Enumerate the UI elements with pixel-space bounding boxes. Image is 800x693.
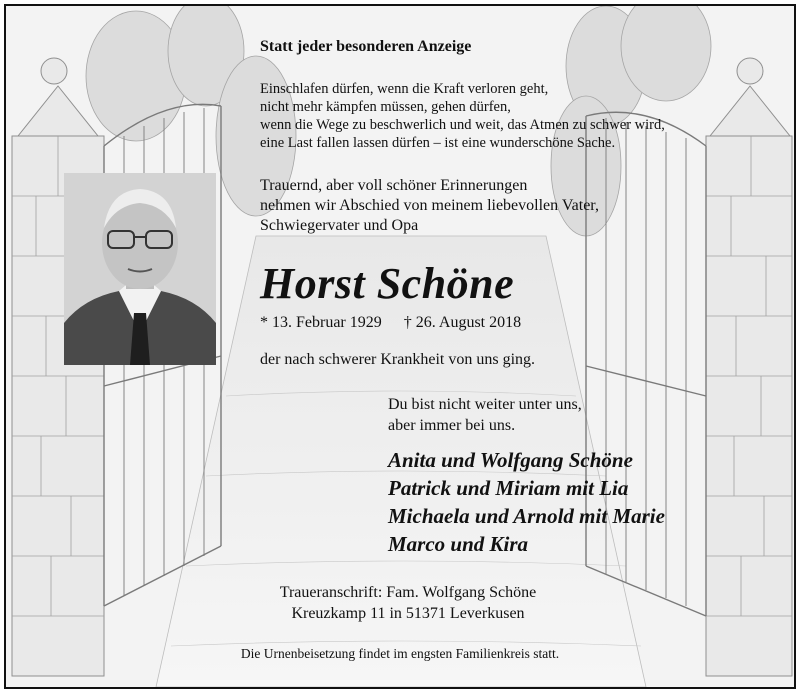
deceased-name: Horst Schöne (260, 259, 515, 308)
obituary-frame (4, 4, 796, 689)
intro-line: Trauernd, aber voll schöner Erinnerungen (260, 177, 528, 194)
mourner-entry: Anita und Wolfgang Schöne (388, 448, 633, 472)
poem (260, 80, 665, 152)
mourners-list (388, 446, 665, 558)
poem-line: eine Last fallen lassen dürfen – ist eine wunderschöne Sache. (260, 135, 616, 151)
poem-line: wenn die Wege zu beschwerlich und weit, das Atmen zu schwer wird, (260, 117, 665, 133)
intro-line: Schwiegervater und Opa (260, 217, 419, 234)
death-date: † 26. August 2018 (403, 314, 522, 331)
poem-line: nicht mehr kämpfen müssen, gehen dürfen, (260, 99, 511, 115)
intro-line: nehmen wir Abschied von meinem liebevollen Vater, (260, 197, 599, 214)
mourner-entry: Patrick und Miriam mit Lia (388, 476, 629, 500)
verse-line: Du bist nicht weiter unter uns, (388, 396, 582, 413)
poem-line: Einschlafen dürfen, wenn die Kraft verloren geht, (260, 81, 549, 97)
verse (388, 394, 582, 436)
notice-header: Statt jeder besonderen Anzeige (260, 38, 472, 55)
mourner-entry: Michaela und Arnold mit Marie (388, 504, 665, 528)
life-dates (260, 314, 521, 332)
mourning-address (252, 582, 564, 624)
birth-date: * 13. Februar 1929 (260, 314, 382, 331)
address-line: Kreuzkamp 11 in 51371 Leverkusen (291, 605, 525, 622)
closing-text: der nach schwerer Krankheit von uns ging. (260, 351, 536, 368)
intro-text (260, 176, 599, 236)
verse-line: aber immer bei uns. (388, 417, 516, 434)
burial-note: Die Urnenbeisetzung findet im engsten Familienkreis statt. (240, 646, 560, 661)
address-line: Traueranschrift: Fam. Wolfgang Schöne (279, 584, 537, 601)
mourner-entry: Marco und Kira (388, 532, 529, 556)
